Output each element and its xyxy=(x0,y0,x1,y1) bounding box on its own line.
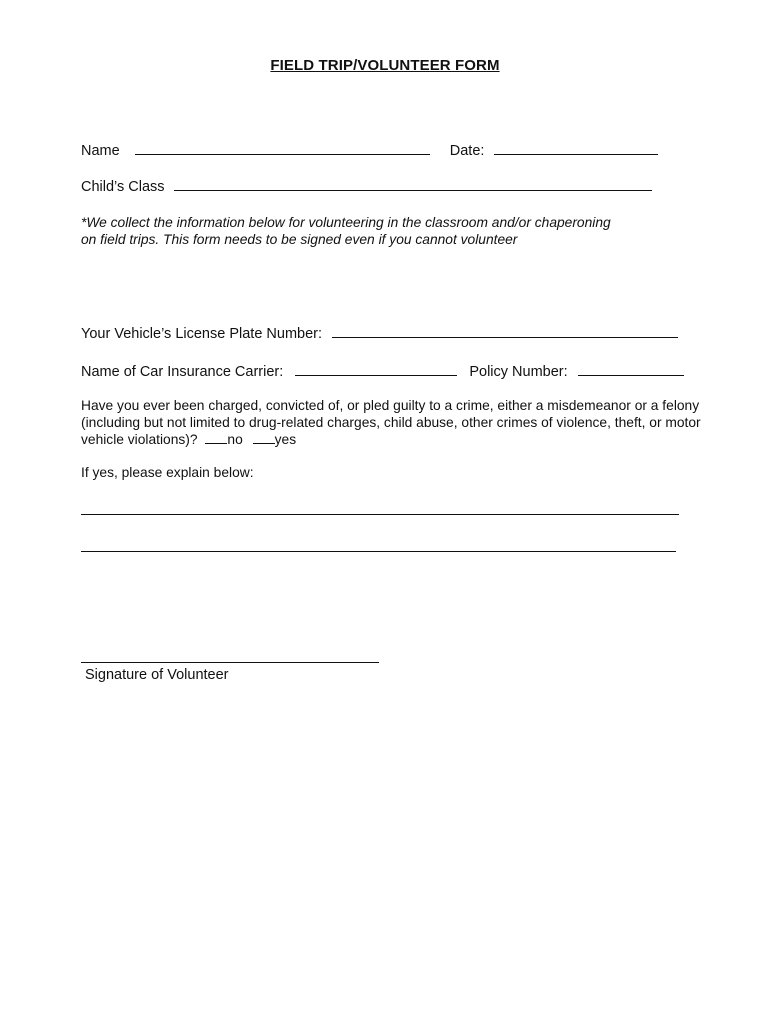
info-note-line-1: *We collect the information below for volunteering in the classroom and/or chaperoning xyxy=(81,215,611,230)
policy-label: Policy Number: xyxy=(469,364,568,380)
license-plate-field[interactable] xyxy=(332,324,678,338)
criminal-history-question xyxy=(81,397,711,448)
yes-option-label: yes xyxy=(274,432,297,447)
explain-label: If yes, please explain below: xyxy=(81,465,254,480)
child-class-label: Child’s Class xyxy=(81,179,165,195)
date-field[interactable] xyxy=(494,141,658,155)
child-class-row xyxy=(81,177,652,196)
info-note-line-2: on field trips. This form needs to be signed even if you cannot volunteer xyxy=(81,232,518,247)
name-field[interactable] xyxy=(135,141,430,155)
explanation-line-2[interactable] xyxy=(81,551,676,552)
license-label: Your Vehicle’s License Plate Number: xyxy=(81,326,323,342)
name-date-row xyxy=(81,141,658,160)
no-answer-field[interactable] xyxy=(205,431,227,444)
license-row xyxy=(81,324,678,343)
insurance-row xyxy=(81,362,684,381)
question-text: Have you ever been charged, convicted of, or pled guilty to a crime, either a misdemeanor or a felony (including but not limited to drug-related charges, child abuse, other crimes of violence, theft, or motor vehicle violations)? xyxy=(81,398,701,447)
insurance-label: Name of Car Insurance Carrier: xyxy=(81,364,284,380)
child-class-field[interactable] xyxy=(174,177,652,191)
date-label: Date: xyxy=(449,143,485,159)
explanation-line-1[interactable] xyxy=(81,514,679,515)
insurance-carrier-field[interactable] xyxy=(295,362,457,376)
no-option-label: no xyxy=(227,432,243,447)
info-note xyxy=(81,214,681,248)
signature-line[interactable] xyxy=(81,662,379,663)
yes-answer-field[interactable] xyxy=(253,431,275,444)
signature-label: Signature of Volunteer xyxy=(85,667,229,683)
name-label: Name xyxy=(81,143,120,159)
form-title: FIELD TRIP/VOLUNTEER FORM xyxy=(270,57,500,74)
policy-number-field[interactable] xyxy=(578,362,684,376)
